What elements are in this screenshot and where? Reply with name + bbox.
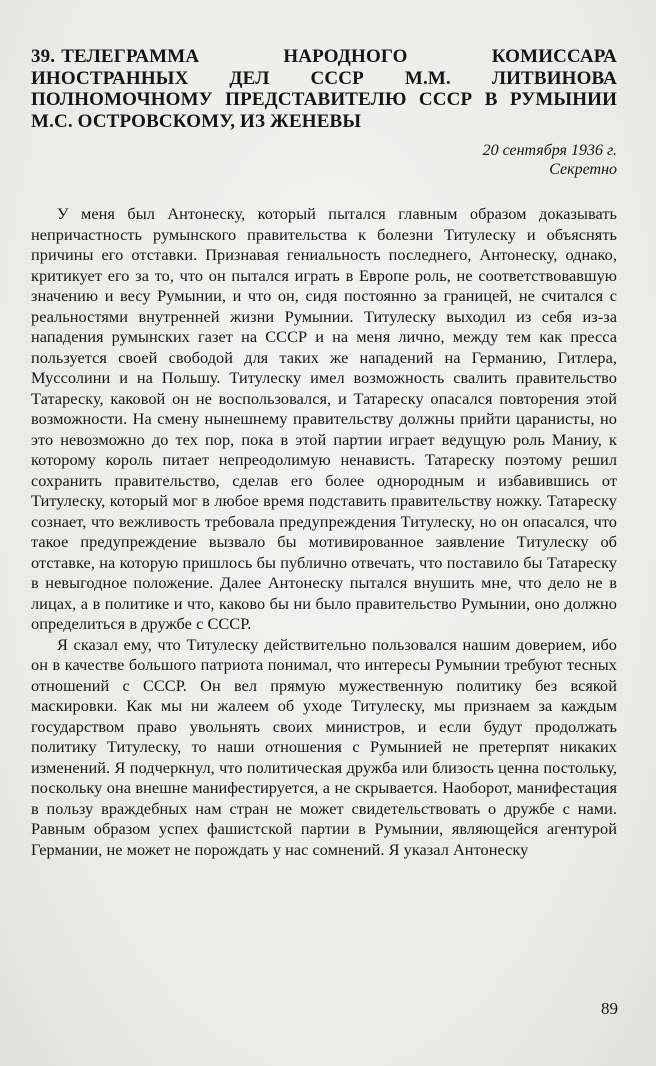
page-number: 89 — [601, 999, 618, 1018]
paragraph-2: Я сказал ему, что Титулеску действительно пользовался нашим доверием, ибо он в качестве большого патриота понимал, что интересы Румынии требуют тесных отношений с СССР. Он вел прямую мужественную политику без всякой маскировки. Как мы ни жалеем об уходе Титулеску, мы признаем за каждым государством право увольнять своих министров, и если будут продолжать политику Титулеску, то наши отношения с Румынией не претерпят никаких изменений. Я подчеркнул, что политическая дружба или близость ценна постольку, поскольку она внешне манифестируется, а не скрывается. Наоборот, манифестация в пользу враждебных нам стран не может свидетельствовать о дружбе с нами. Равным образом успех фашистской партии в Румынии, являющейся агентурой Германии, не может не порождать у нас сомнений. Я указал Антонеску — [31, 634, 617, 859]
classification-label: Секретно — [549, 161, 617, 178]
document-content — [31, 46, 617, 860]
document-title: ТЕЛЕГРАММА НАРОДНОГО КОМИССАРА ИНОСТРАННЫХ ДЕЛ СССР М.М. ЛИТВИНОВА ПОЛНОМОЧНОМУ ПРЕДСТАВИТЕЛЮ СССР В РУМЫНИИ М.С. ОСТРОВСКОМУ, ИЗ ЖЕНЕВЫ — [31, 46, 617, 132]
paragraph-1: У меня был Антонеску, который пытался главным образом доказывать непричастность румынского правительства к болезни Титулеску и объяснять причины его отставки. Признавая гениальность последнего, Антонеску, однако, критикует его за то, что он пытался играть в Европе роль, не соответствовавшую значению и весу Румынии, и что он, сидя постоянно за границей, не считался с реальностями внутренней жизни Румынии. Титулеску выходил из себя из-за нападения румынских газет на СССР и на меня лично, между тем как пресса пользуется своей свободой для таких же нападений на Германию, Гитлера, Муссолини и на Польшу. Титулеску имел возможность свалить правительство Татареску, каковой он не воспользовался, и Татареску опасался повторения этой возможности. На смену нынешнему правительству должны прийти царанисты, но это невозможно до тех пор, пока в этой партии играет ведущую роль Маниу, к которому король питает непреодолимую ненависть. Татареску поэтому решил сохранить правительство, сделав его более однородным и избавившись от Титулеску, который мог в любое время подставить правительству ножку. Татареску сознает, что вежливость требовала предупреждения Титулеску, но он опасался, что такое предупреждение вызвало бы мотивированное заявление Титулеску об отставке, на которую пришлось бы публично отвечать, что поставило бы Татареску в невыгодное положение. Далее Антонеску пытался внушить мне, что дело не в лицах, а в политике и что, каково бы ни было правительство Румынии, оно должно определиться в дружбе с СССР. — [31, 204, 617, 633]
document-heading — [31, 46, 617, 132]
document-body — [31, 204, 617, 860]
document-date: 20 сентября 1936 г. — [482, 142, 617, 159]
document-meta — [31, 141, 617, 179]
document-number: 39. — [31, 46, 56, 67]
